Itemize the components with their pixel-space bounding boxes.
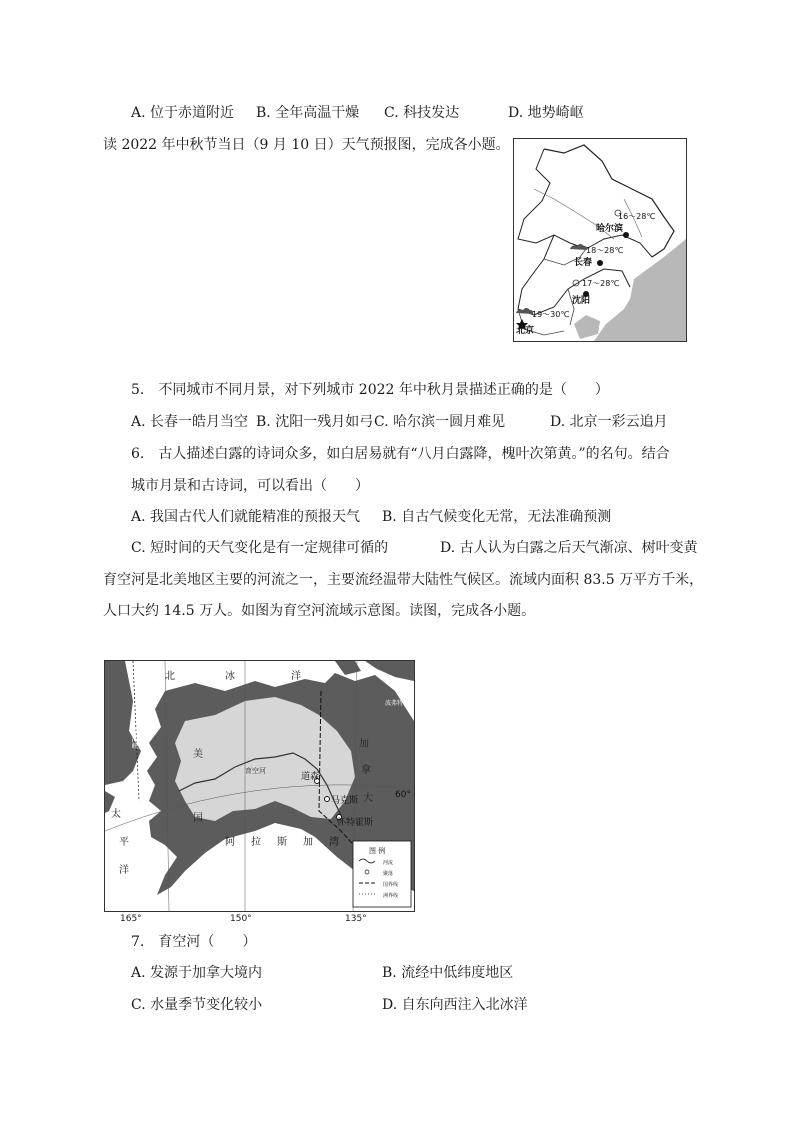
q5-option-c[interactable]: C. 哈尔滨一圆月难见: [374, 414, 506, 430]
city-name: 长春: [574, 258, 593, 268]
sea-label: 波弗特海: [385, 700, 410, 707]
q5-option-d[interactable]: D. 北京一彩云追月: [550, 414, 668, 430]
country-label: 大: [363, 793, 373, 804]
q7-option-c[interactable]: C. 水量季节变化较小: [131, 997, 263, 1013]
ocean-label: 洋: [119, 865, 129, 876]
country-label: 美: [193, 749, 203, 760]
q6-option-c[interactable]: C. 短时间的天气变化是有一定规律可循的: [131, 540, 389, 556]
settlement-legend-icon: [365, 870, 369, 874]
ocean-label: 洋: [291, 671, 301, 682]
city-name: 哈尔滨: [596, 224, 624, 234]
ocean-label: 冰: [225, 671, 235, 682]
legend-title: 图 例: [369, 847, 386, 855]
q5-option-a[interactable]: A. 长春一皓月当空: [131, 414, 249, 430]
q7-stem: 7. 育空河（ ）: [131, 934, 257, 950]
moon-intro: 读 2022 年中秋节当日（9 月 10 日）天气预报图，完成各小题。: [103, 137, 510, 153]
yukon-basin-map: [104, 660, 415, 912]
city-name: 北京: [516, 326, 535, 336]
q4-option-c[interactable]: C. 科技发达: [384, 105, 460, 121]
country-label: 加: [359, 739, 369, 750]
city-dot: [623, 232, 629, 238]
q5-stem: 5. 不同城市不同月景，对下列城市 2022 年中秋月景描述正确的是（ ）: [131, 382, 609, 398]
gulf-label: 斯: [277, 837, 287, 848]
q4-option-b[interactable]: B. 全年高温干燥: [256, 105, 360, 121]
legend-item: 国界线: [383, 882, 399, 888]
city-dot: [597, 260, 603, 266]
q5-option-b[interactable]: B. 沈阳一残月如弓: [256, 414, 374, 430]
lon-label: 150°: [230, 914, 252, 924]
gulf-label: 湾: [329, 837, 339, 848]
city-name: 沈阳: [572, 296, 591, 306]
q7-option-a[interactable]: A. 发源于加拿大境内: [131, 965, 263, 981]
lat-label: 60°: [395, 790, 411, 800]
q6-option-b[interactable]: B. 自古气候变化无常，无法准确预测: [382, 509, 612, 525]
city-temp: 18～28℃: [586, 246, 624, 255]
gulf-label: 拉: [251, 837, 261, 848]
city-temp: 19～30℃: [532, 310, 570, 319]
q6-option-a[interactable]: A. 我国古代人们就能精准的预报天气: [131, 509, 361, 525]
strait-label: 白令海峡: [131, 721, 139, 749]
country-label: 国: [193, 813, 203, 824]
legend-item: 洲界线: [383, 893, 399, 899]
settlement-dot: [325, 797, 330, 802]
city-label: 道森: [301, 772, 320, 782]
city-temp: 17～28℃: [582, 279, 620, 288]
q6-stem-line2: 城市月景和古诗词，可以看出（ ）: [131, 478, 369, 494]
legend-item: 聚落: [383, 871, 394, 877]
q6-stem-line1: 6. 古人描述白露的诗词众多，如白居易就有“八月白露降，槐叶次第黄。”的名句。结合: [131, 446, 670, 462]
river-label: 育空河: [245, 767, 266, 775]
weather-forecast-map: [513, 138, 687, 342]
ocean-label: 平: [119, 837, 129, 848]
gulf-label: 加: [303, 837, 313, 848]
yukon-intro-line2: 人口大约 14.5 万人。如图为育空河流域示意图。读图，完成各小题。: [103, 603, 536, 619]
q4-option-a[interactable]: A. 位于赤道附近: [131, 105, 235, 121]
q7-option-d[interactable]: D. 自东向西注入北冰洋: [382, 997, 528, 1013]
lon-label: 165°: [120, 914, 142, 924]
gulf-label: 阿: [225, 837, 235, 848]
country-label: 拿: [361, 765, 371, 776]
legend-item: 河流: [383, 860, 394, 866]
yukon-intro-line1: 育空河是北美地区主要的河流之一，主要流经温带大陆性气候区。流域内面积 83.5 万平方千米，: [103, 572, 704, 588]
city-label: 怀特霍斯: [337, 818, 374, 828]
ocean-label: 太: [111, 809, 121, 820]
city-label: 马克斯: [331, 796, 359, 806]
lon-label: 135°: [345, 914, 367, 924]
city-temp: 16～28℃: [618, 212, 656, 221]
q4-option-d[interactable]: D. 地势崎岖: [508, 105, 584, 121]
q7-option-b[interactable]: B. 流经中低纬度地区: [382, 965, 514, 981]
q6-option-d[interactable]: D. 古人认为白露之后天气渐凉、树叶变黄: [440, 540, 698, 556]
ocean-label: 北: [165, 671, 175, 682]
